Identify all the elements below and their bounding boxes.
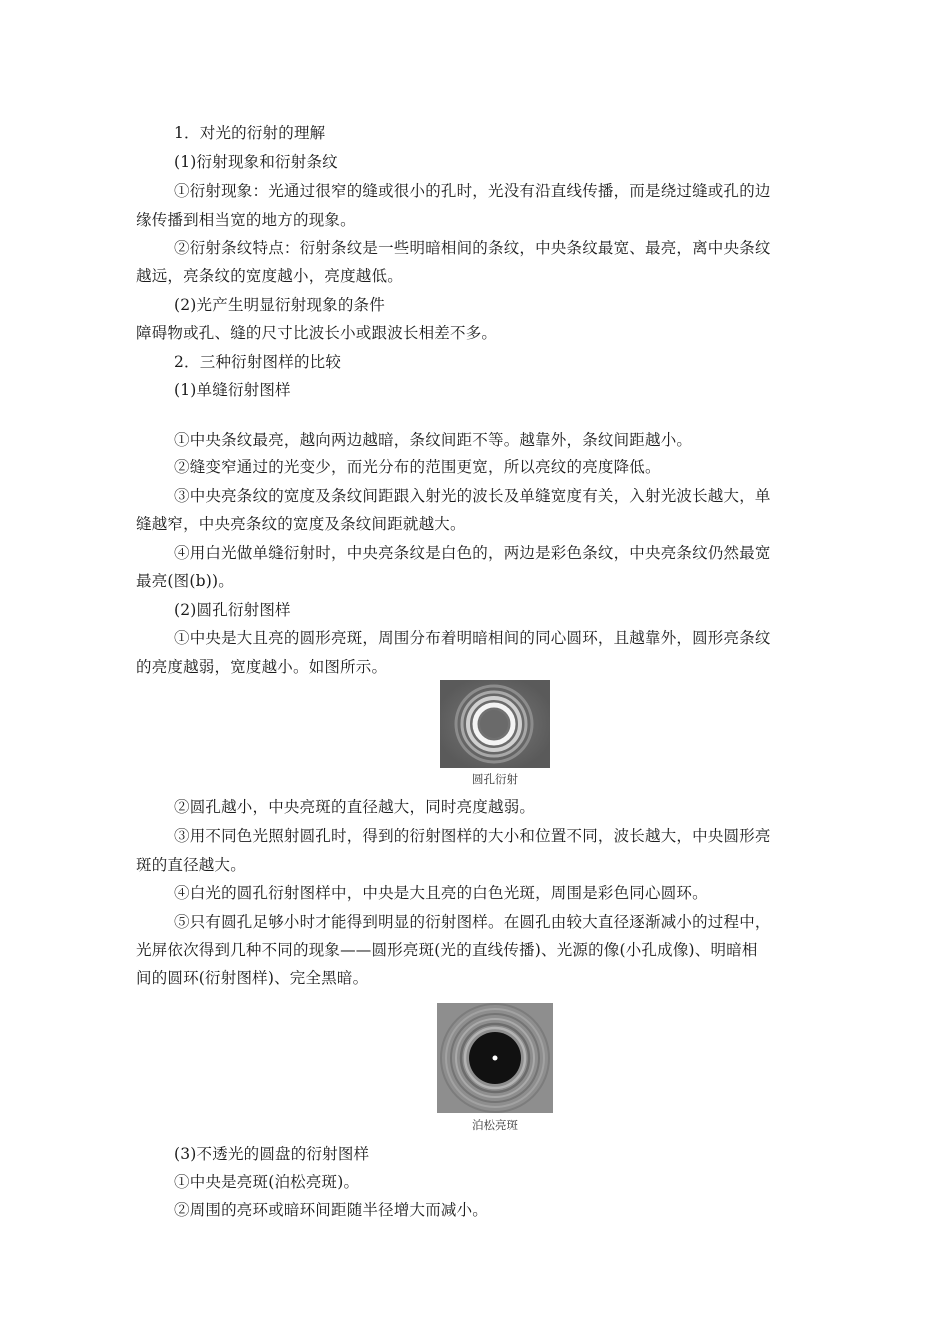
paragraph-line: ①中央条纹最亮，越向两边越暗，条纹间距不等。越靠外，条纹间距越小。 [174,431,693,449]
paragraph-line: 的亮度越弱，宽度越小。如图所示。 [136,658,388,676]
paragraph-line: 越远，亮条纹的宽度越小，亮度越低。 [136,267,403,285]
paragraph-line: 障碍物或孔、缝的尺寸比波长小或跟波长相差不多。 [136,324,498,342]
paragraph-line: ⑤只有圆孔足够小时才能得到明显的衍射图样。在圆孔由较大直径逐渐减小的过程中， [174,913,771,931]
figure-caption: 圆孔衍射 [472,772,518,786]
paragraph-line: 光屏依次得到几种不同的现象——圆形亮斑(光的直线传播)、光源的像(小孔成像)、明暗相 [136,941,758,959]
paragraph-line: ③用不同色光照射圆孔时，得到的衍射图样的大小和位置不同，波长越大，中央圆形亮 [174,827,771,845]
paragraph-line: 缝越窄，中央亮条纹的宽度及条纹间距就越大。 [136,515,466,533]
paragraph-line: ②周围的亮环或暗环间距随半径增大而减小。 [174,1201,489,1219]
figure-caption: 泊松亮斑 [472,1118,518,1132]
paragraph-line: ③中央亮条纹的宽度及条纹间距跟入射光的波长及单缝宽度有关，入射光波长越大，单 [174,487,771,505]
paragraph-line: 间的圆环(衍射图样)、完全黑暗。 [136,969,369,987]
subheading-circular-hole: (2)圆孔衍射图样 [174,601,291,619]
poisson-spot-image [437,1003,553,1113]
subheading-diffraction-fringes: (1)衍射现象和衍射条纹 [174,153,338,171]
paragraph-line: 斑的直径越大。 [136,856,246,874]
heading-2: 2．三种衍射图样的比较 [174,353,342,371]
paragraph-line: 缘传播到相当宽的地方的现象。 [136,211,356,229]
subheading-opaque-disk: (3)不透光的圆盘的衍射图样 [174,1145,370,1163]
subheading-conditions: (2)光产生明显衍射现象的条件 [174,296,385,314]
paragraph-line: ④用白光做单缝衍射时，中央亮条纹是白色的，两边是彩色条纹，中央亮条纹仍然最宽 [174,544,771,562]
paragraph-line: ①中央是亮斑(泊松亮斑)。 [174,1173,360,1191]
poisson-spot-figure [437,1003,553,1137]
paragraph-line: ①衍射现象：光通过很窄的缝或很小的孔时，光没有沿直线传播，而是绕过缝或孔的边 [174,182,771,200]
circular-diffraction-image [440,680,550,768]
paragraph-line: 最亮(图(b))。 [136,572,234,590]
paragraph-line: ②缝变窄通过的光变少，而光分布的范围更宽，所以亮纹的亮度降低。 [174,458,661,476]
paragraph-line: ②圆孔越小，中央亮斑的直径越大，同时亮度越弱。 [174,798,536,816]
heading-1: 1．对光的衍射的理解 [174,124,326,142]
circular-diffraction-figure [440,680,550,788]
paragraph-line: ①中央是大且亮的圆形亮斑，周围分布着明暗相间的同心圆环，且越靠外，圆形亮条纹 [174,629,771,647]
paragraph-line: ②衍射条纹特点：衍射条纹是一些明暗相间的条纹，中央条纹最宽、最亮，离中央条纹 [174,239,771,257]
subheading-single-slit: (1)单缝衍射图样 [174,381,291,399]
paragraph-line: ④白光的圆孔衍射图样中，中央是大且亮的白色光斑，周围是彩色同心圆环。 [174,884,708,902]
